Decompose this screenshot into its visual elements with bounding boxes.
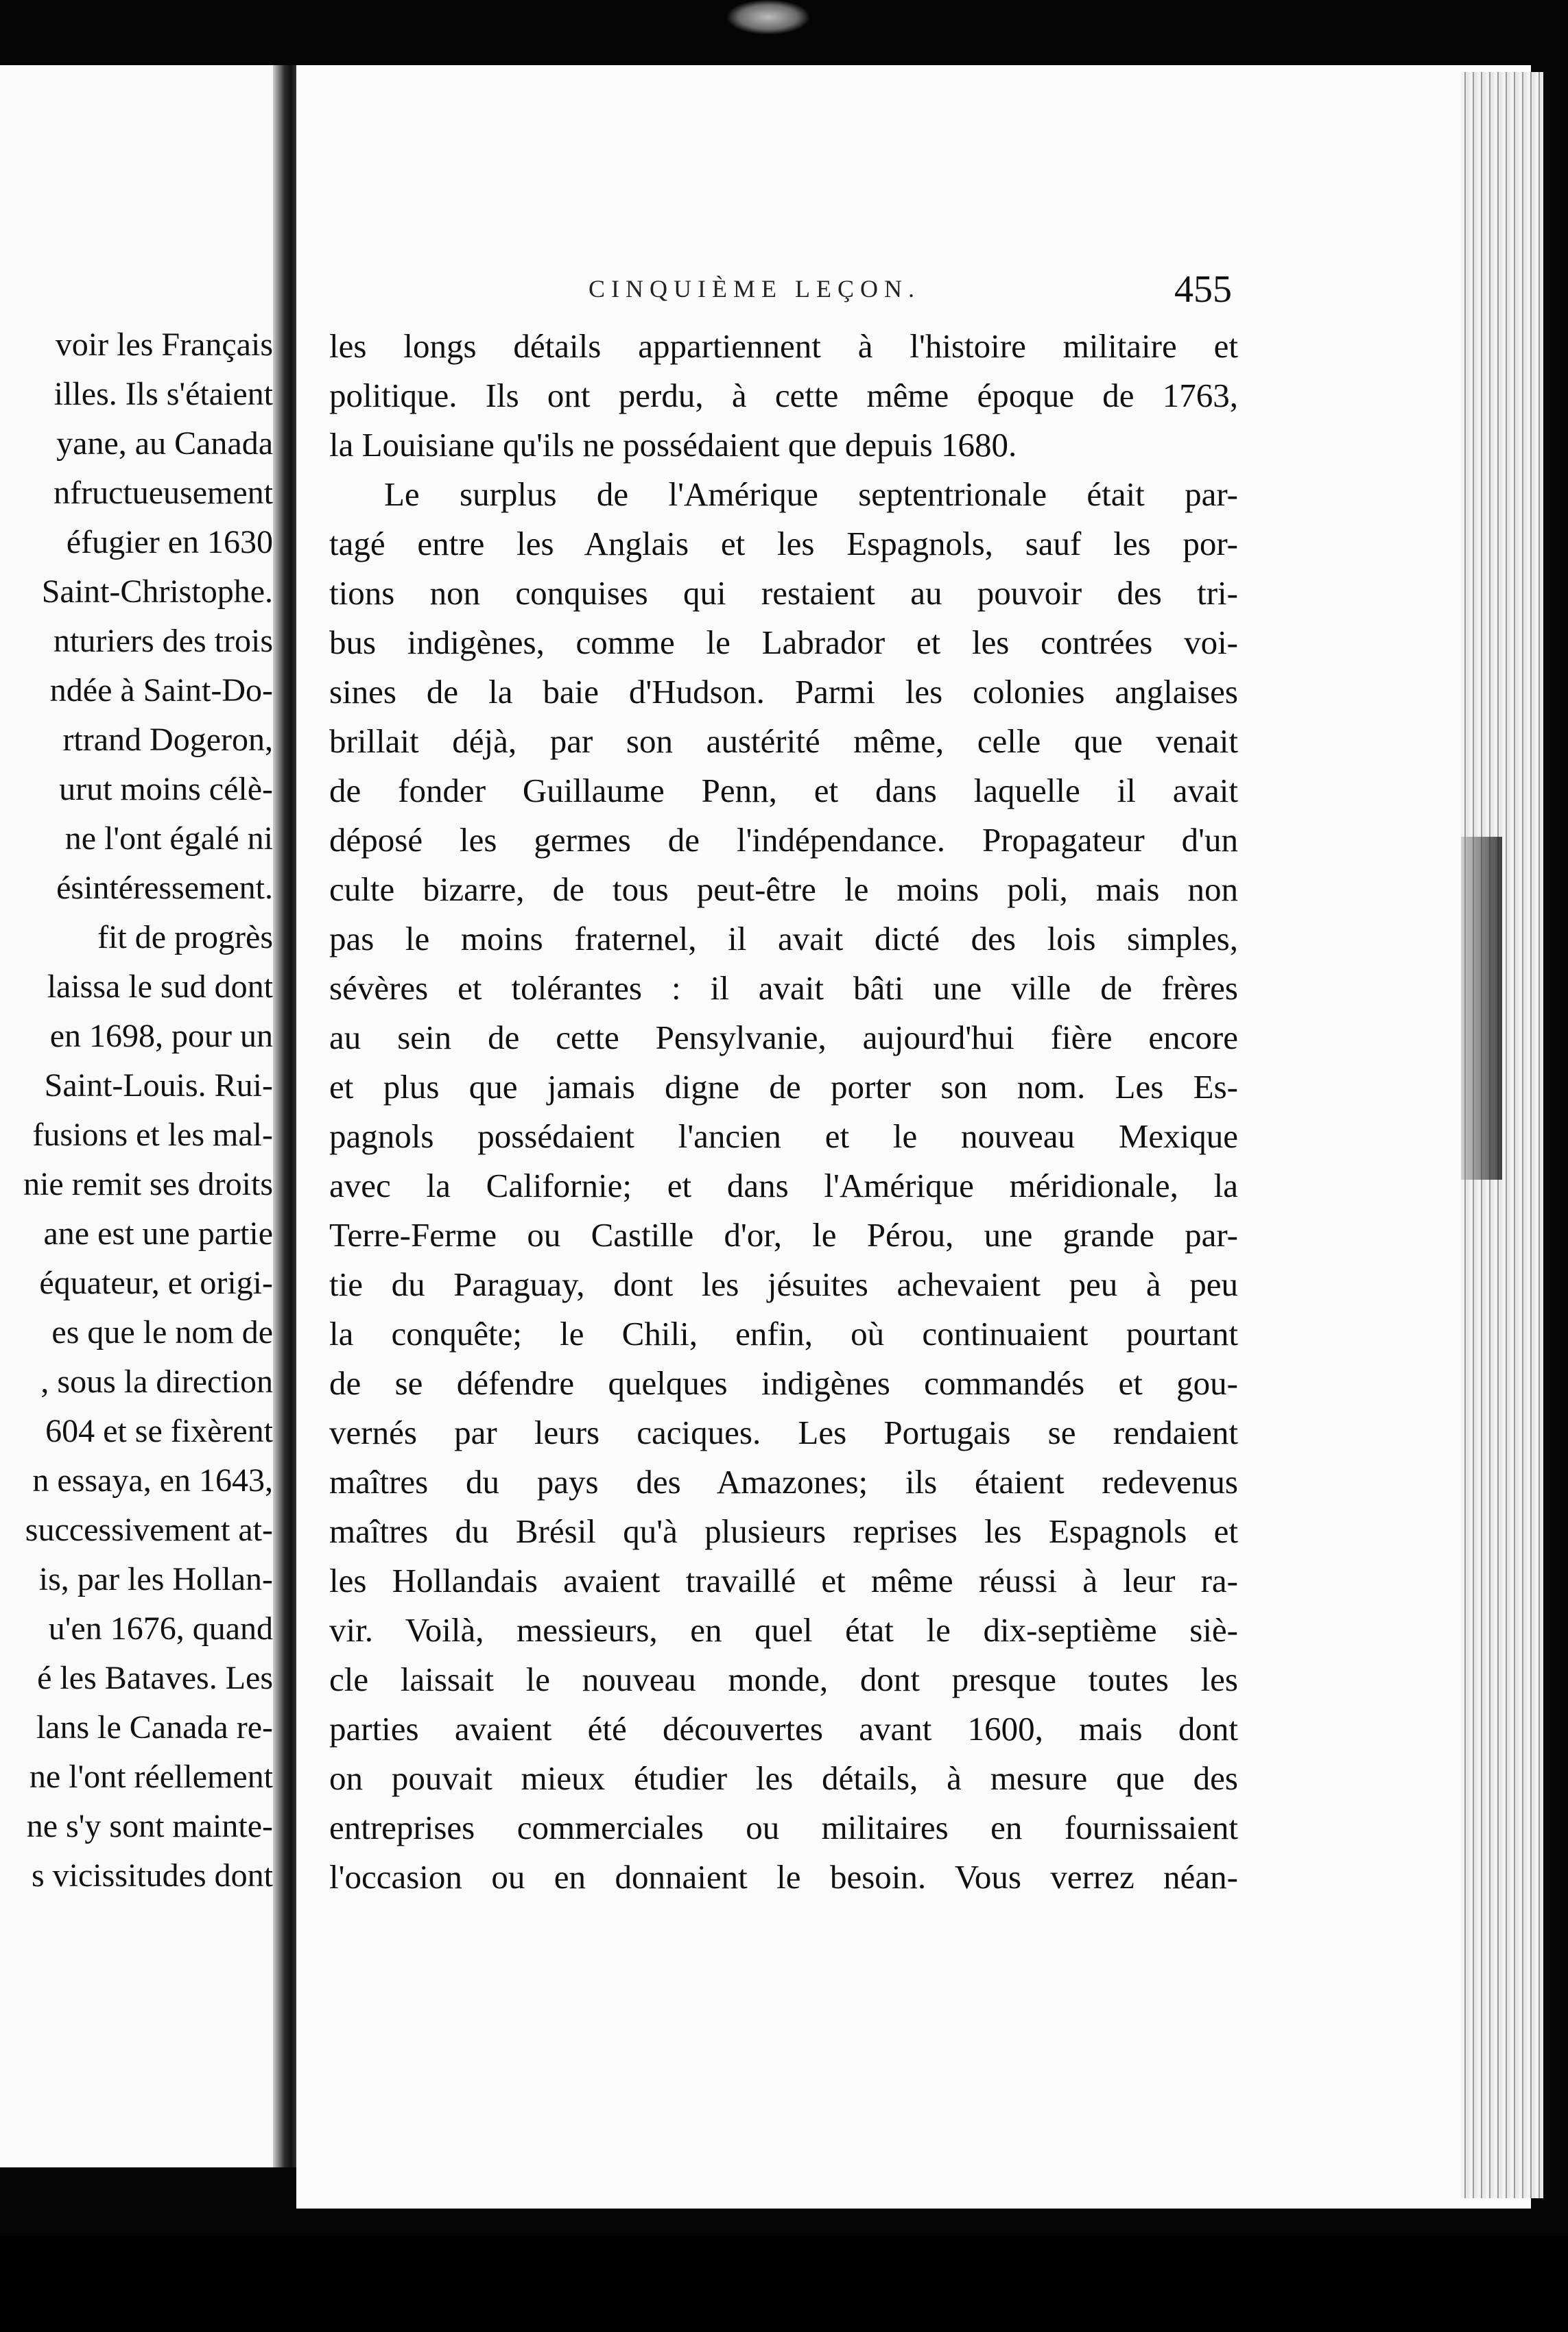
left-line: nturiers des trois	[54, 623, 273, 659]
left-line: ésintéressement.	[56, 870, 273, 906]
body-line: la Louisiane qu'ils ne possédaient que depuis 1680.	[329, 426, 1017, 464]
left-line: 604 et se fixèrent	[45, 1413, 273, 1449]
body-line: culte bizarre, de tous peut-être le moins poli, mais non	[329, 870, 1238, 908]
body-line: entreprises commerciales ou militaires en fournissaient	[329, 1809, 1238, 1846]
running-head: CINQUIÈME LEÇON.	[589, 275, 920, 302]
body-line: vir. Voilà, messieurs, en quel état le dix-septième siè-	[329, 1611, 1238, 1649]
body-line: les Hollandais avaient travaillé et même réussi à leur ra-	[329, 1562, 1238, 1599]
left-line: , sous la direction	[40, 1364, 273, 1400]
left-line: is, par les Hollan-	[38, 1561, 273, 1597]
body-line: Terre-Ferme ou Castille d'or, le Pérou, une grande par-	[329, 1216, 1238, 1254]
body-line: brillait déjà, par son austérité même, celle que venait	[329, 722, 1238, 760]
body-line: cle laissait le nouveau monde, dont presque toutes les	[329, 1661, 1238, 1698]
body-line: et plus que jamais digne de porter son nom. Les Es-	[329, 1068, 1238, 1106]
left-line: lans le Canada re-	[36, 1709, 273, 1746]
left-line: fit de progrès	[97, 919, 273, 955]
body-line: bus indigènes, comme le Labrador et les contrées voi-	[329, 623, 1238, 661]
body-line: tie du Paraguay, dont les jésuites achevaient peu à peu	[329, 1265, 1238, 1303]
left-line: ane est une partie	[43, 1215, 273, 1252]
body-line: de fonder Guillaume Penn, et dans laquelle il avait	[329, 772, 1238, 809]
top-scan-mark	[727, 0, 809, 34]
body-line: déposé les germes de l'indépendance. Propagateur d'un	[329, 821, 1238, 859]
left-line: é les Bataves. Les	[37, 1660, 273, 1696]
left-line: es que le nom de	[51, 1314, 273, 1351]
body-line: on pouvait mieux étudier les détails, à mesure que des	[329, 1759, 1238, 1797]
left-line: nfructueusement	[54, 475, 273, 511]
left-line: fusions et les mal-	[32, 1117, 273, 1153]
left-line: Saint-Louis. Rui-	[44, 1067, 273, 1104]
left-line: ne s'y sont mainte-	[26, 1808, 273, 1844]
book-spine	[273, 65, 299, 2167]
left-line: équateur, et origi-	[39, 1265, 273, 1301]
body-line: la conquête; le Chili, enfin, où continuaient pourtant	[329, 1315, 1238, 1353]
left-line: nie remit ses droits	[23, 1166, 273, 1202]
left-line: laissa le sud dont	[47, 968, 273, 1005]
body-line: sévères et tolérantes : il avait bâti une ville de frères	[329, 969, 1238, 1007]
left-line: Saint-Christophe.	[41, 573, 273, 610]
left-line: éfugier en 1630	[66, 524, 273, 560]
body-line: tions non conquises qui restaient au pouvoir des tri-	[329, 574, 1238, 612]
left-line: successivement at-	[25, 1512, 273, 1548]
body-line: au sein de cette Pensylvanie, aujourd'hui fière encore	[329, 1019, 1238, 1056]
left-line: s vicissitudes dont	[31, 1857, 273, 1894]
body-line: de se défendre quelques indigènes commandés et gou-	[329, 1364, 1238, 1402]
body-line: pas le moins fraternel, il avait dicté des lois simples,	[329, 920, 1238, 957]
edge-smudge	[1461, 837, 1502, 1180]
left-line: ne l'ont réellement	[29, 1759, 273, 1795]
page-number: 455	[1174, 268, 1232, 311]
left-line: urut moins célè-	[59, 771, 273, 807]
left-line: yane, au Canada	[56, 425, 273, 462]
left-line: rtrand Dogeron,	[62, 722, 273, 758]
body-line: parties avaient été découvertes avant 1600, mais dont	[329, 1710, 1238, 1748]
body-line: Le surplus de l'Amérique septentrionale était par-	[384, 475, 1238, 513]
left-line: ne l'ont égalé ni	[64, 820, 273, 857]
left-line: n essaya, en 1643,	[32, 1462, 273, 1499]
body-line: les longs détails appartiennent à l'histoire militaire et	[329, 327, 1238, 365]
body-line: tagé entre les Anglais et les Espagnols, sauf les por-	[329, 525, 1238, 562]
body-line: vernés par leurs caciques. Les Portugais se rendaient	[329, 1414, 1238, 1451]
body-line: maîtres du pays des Amazones; ils étaient redevenus	[329, 1463, 1238, 1501]
body-line: pagnols possédaient l'ancien et le nouveau Mexique	[329, 1117, 1238, 1155]
left-line: ndée à Saint-Do-	[49, 672, 273, 709]
left-line: u'en 1676, quand	[48, 1610, 273, 1647]
body-line: maîtres du Brésil qu'à plusieurs reprises les Espagnols et	[329, 1512, 1238, 1550]
scan-background	[0, 2236, 1568, 2332]
body-line: politique. Ils ont perdu, à cette même époque de 1763,	[329, 377, 1238, 414]
body-line: avec la Californie; et dans l'Amérique méridionale, la	[329, 1167, 1238, 1204]
left-line: illes. Ils s'étaient	[54, 376, 273, 412]
body-line: sines de la baie d'Hudson. Parmi les colonies anglaises	[329, 673, 1238, 711]
left-line: voir les Français	[55, 326, 273, 363]
left-line: en 1698, pour un	[49, 1018, 273, 1054]
left-page-fragment	[0, 65, 288, 2167]
body-line: l'occasion ou en donnaient le besoin. Vous verrez néan-	[329, 1858, 1238, 1896]
